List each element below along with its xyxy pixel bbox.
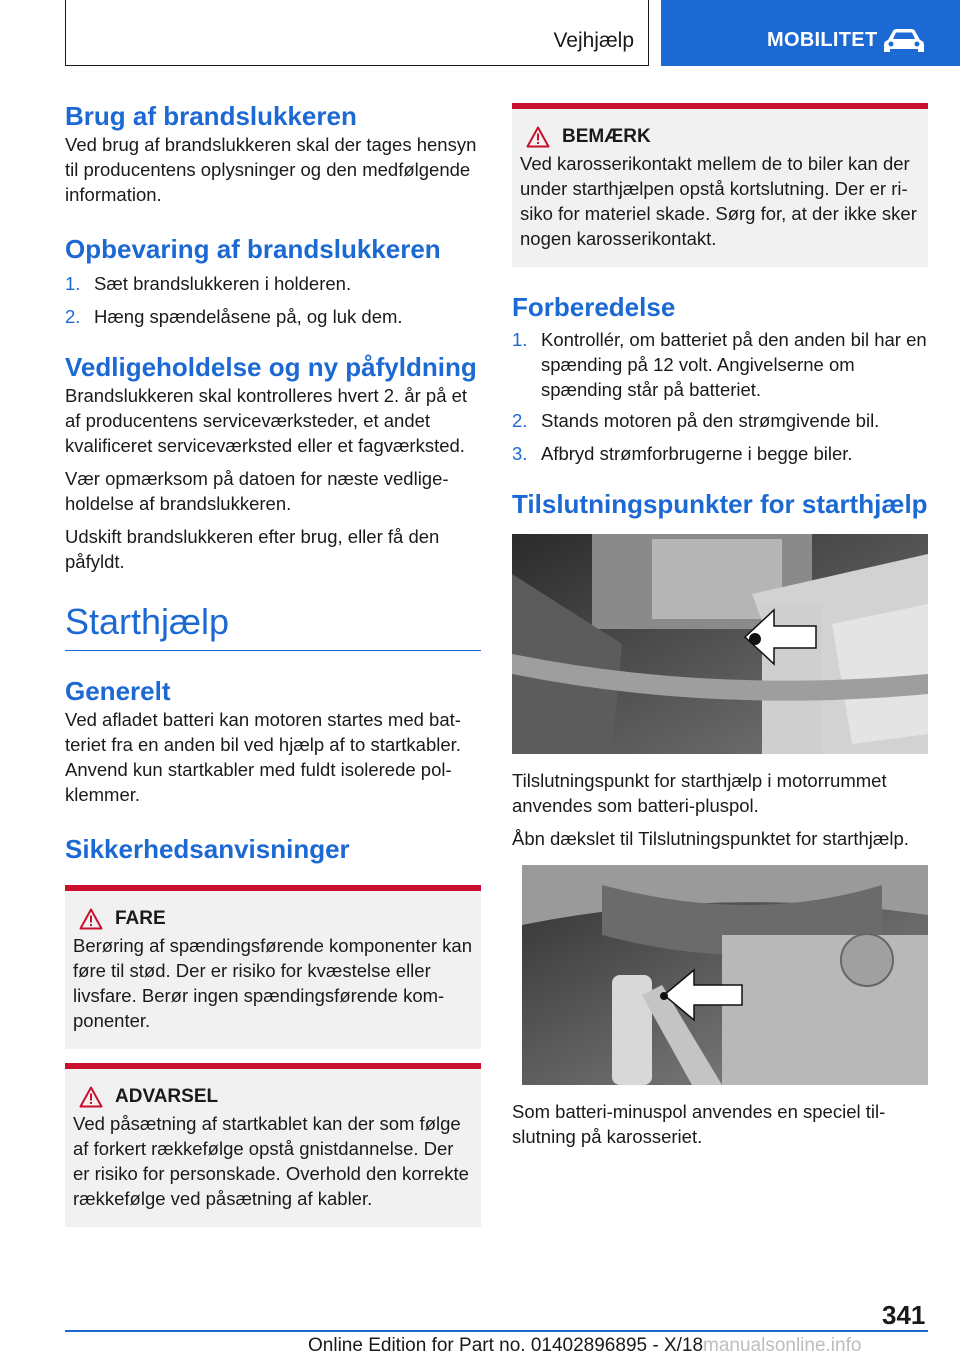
warning-text: Ved påsætning af startkablet kan der som følge af forkert rækkefølge opstå gnistdannelse. Der er risiko for personskade. Overhold den korrekte rækkefølge ved påsætning af kabler.: [73, 1113, 469, 1209]
header-chapter-tab: [661, 0, 960, 66]
note-notice: [512, 103, 928, 267]
danger-notice-head: [73, 907, 473, 931]
footer-watermark: manualsonline.info: [703, 1335, 862, 1356]
heading-connection-points: Tilslutningspunkter for starthjælp: [512, 489, 928, 519]
prep-steps: [512, 327, 928, 466]
heading-safety: Sikkerhedsanvisninger: [65, 834, 350, 864]
store-steps: [65, 271, 481, 329]
list-item: 3. Afbryd strømforbrugerne i begge biler.: [512, 443, 853, 464]
warning-notice: [65, 1063, 481, 1227]
danger-text: Berøring af spændingsførende komponenter kan føre til stød. Der er risiko for kvæstelse eller livsfare. Berør ingen spændingsførende komponenter.: [73, 935, 472, 1031]
heading-maintenance: Vedligeholdelse og ny påfyldning: [65, 352, 477, 382]
heading-store: Opbevaring af brandslukkeren: [65, 234, 441, 264]
paragraph-maintenance-2: Vær opmærksom på datoen for næste vedligeholdelse af brandslukkeren.: [65, 468, 449, 514]
paragraph-use: Ved brug af brandslukkeren skal der tages hensyn til producentens oplysninger og den medfølgende information.: [65, 134, 477, 205]
caption-open-cover: Åbn dækslet til Tilslutningspunktet for starthjælp.: [512, 828, 909, 849]
engine-bay-minus-pole-image: [522, 865, 928, 1085]
heading-preparation: Forberedelse: [512, 292, 676, 322]
warning-triangle-icon: [79, 908, 103, 930]
paragraph-maintenance-3: Udskift brandslukkeren efter brug, eller få den påfyldt.: [65, 526, 440, 572]
danger-notice: [65, 885, 481, 1049]
paragraph-maintenance-1: Brandslukkeren skal kontrolleres hvert 2. år på et af producentens serviceværksteder, et andet kvalificeret serviceværksted eller et fagværksted.: [65, 385, 468, 456]
warning-triangle-icon: [79, 1086, 103, 1108]
warning-title: ADVARSEL: [115, 1086, 219, 1107]
list-item: 1. Kontrollér, om batteriet på den anden bil har en spænding på 12 volt. Angivelserne om spænding står på batteriet.: [512, 329, 927, 400]
footer-rule: [65, 1330, 928, 1332]
footer-edition: Online Edition for Part no. 01402896895 - X/18: [308, 1335, 704, 1356]
heading-general: Generelt: [65, 676, 171, 706]
heading-use: Brug af brandslukkeren: [65, 101, 357, 131]
left-column: [65, 100, 481, 1227]
danger-title: FARE: [115, 908, 166, 929]
header-section-tab: [65, 0, 649, 66]
header-section-title: Vejhjælp: [553, 29, 634, 52]
note-title: BEMÆRK: [562, 126, 651, 147]
warning-triangle-icon: [526, 126, 550, 148]
caption-plus-pole: Tilslutningspunkt for starthjælp i motorrummet anvendes som batteri-pluspol.: [512, 770, 887, 816]
page-number: 341: [882, 1300, 926, 1330]
list-item: 2. Stands motoren på den strømgivende bil.: [512, 410, 880, 431]
list-item: 1. Sæt brandslukkeren i holderen.: [65, 273, 352, 294]
warning-notice-head: [73, 1085, 473, 1109]
paragraph-general: Ved afladet batteri kan motoren startes med batteriet fra en anden bil ved hjælp af to startkabler. Anvend kun startkabler med fuldt isolerede polklemmer.: [65, 709, 461, 805]
list-item: 2. Hæng spændelåsene på, og luk dem.: [65, 306, 403, 327]
note-notice-head: [520, 125, 920, 149]
header-chapter-title: MOBILITET: [767, 29, 878, 51]
engine-bay-plus-pole-image: [512, 534, 928, 754]
right-column: [512, 103, 928, 1149]
chapter-heading-wrap: [65, 600, 481, 651]
car-icon: [882, 26, 926, 56]
caption-minus-pole: Som batteri-minuspol anvendes en speciel tilslutning på karosseriet.: [512, 1101, 886, 1147]
chapter-heading-jumpstart: Starthjælp: [65, 601, 230, 642]
note-text: Ved karosserikontakt mellem de to biler kan der under starthjælpen opstå kortslutning. Der er risiko for materiel skade. Sørg for, at der ikke sker nogen karosserikontakt.: [520, 153, 917, 249]
